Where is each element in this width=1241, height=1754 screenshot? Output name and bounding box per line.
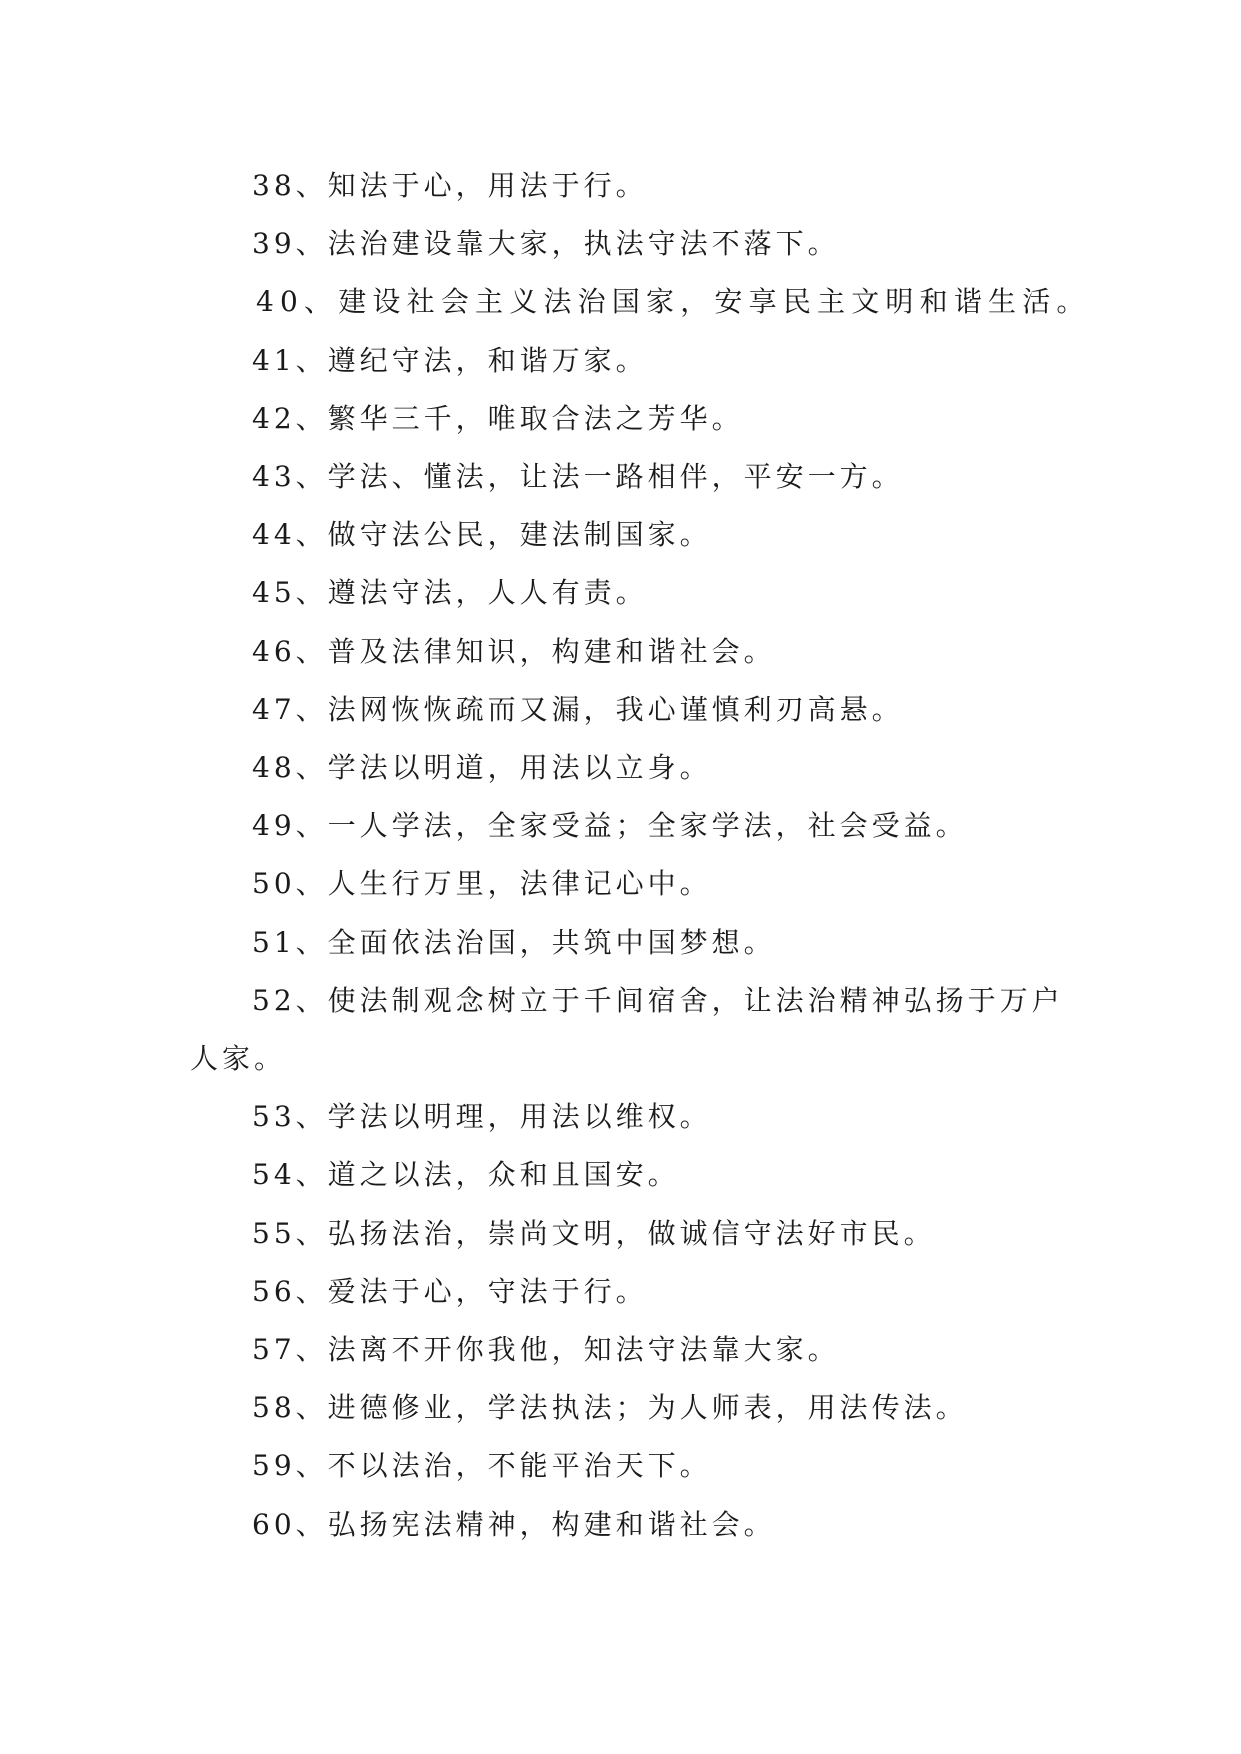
list-item: 53、学法以明理，用法以维权。 xyxy=(252,1100,712,1134)
list-item: 40、建设社会主义法治国家，安享民主文明和谐生活。 xyxy=(256,285,1091,319)
list-item: 52、使法制观念树立于千间宿舍，让法治精神弘扬于万户人家。 xyxy=(190,983,1064,1076)
list-item: 48、学法以明道，用法以立身。 xyxy=(252,751,712,785)
list-item: 50、人生行万里，法律记心中。 xyxy=(252,867,712,901)
list-item: 58、进德修业，学法执法；为人师表，用法传法。 xyxy=(252,1391,968,1425)
list-item: 44、做守法公民，建法制国家。 xyxy=(252,518,712,552)
list-item: 39、法治建设靠大家，执法守法不落下。 xyxy=(252,227,840,261)
list-item: 41、遵纪守法，和谐万家。 xyxy=(252,343,648,377)
slogan-list xyxy=(190,157,1091,1554)
list-item: 49、一人学法，全家受益；全家学法，社会受益。 xyxy=(252,809,968,843)
list-item: 56、爱法于心，守法于行。 xyxy=(252,1274,648,1308)
list-item: 46、普及法律知识，构建和谐社会。 xyxy=(252,634,776,668)
list-item: 42、繁华三千，唯取合法之芳华。 xyxy=(252,401,744,435)
list-item: 60、弘扬宪法精神，构建和谐社会。 xyxy=(252,1507,776,1541)
list-item: 47、法网恢恢疏而又漏，我心谨慎利刃高悬。 xyxy=(252,692,904,726)
list-item: 59、不以法治，不能平治天下。 xyxy=(252,1449,712,1483)
list-item: 57、法离不开你我他，知法守法靠大家。 xyxy=(252,1333,840,1367)
list-item: 54、道之以法，众和且国安。 xyxy=(252,1158,680,1192)
list-item: 43、学法、懂法，让法一路相伴，平安一方。 xyxy=(252,460,904,494)
list-item: 38、知法于心，用法于行。 xyxy=(252,169,648,202)
list-item: 55、弘扬法治，崇尚文明，做诚信守法好市民。 xyxy=(252,1216,936,1250)
list-item: 51、全面依法治国，共筑中国梦想。 xyxy=(252,925,776,959)
list-item: 45、遵法守法，人人有责。 xyxy=(252,576,648,610)
